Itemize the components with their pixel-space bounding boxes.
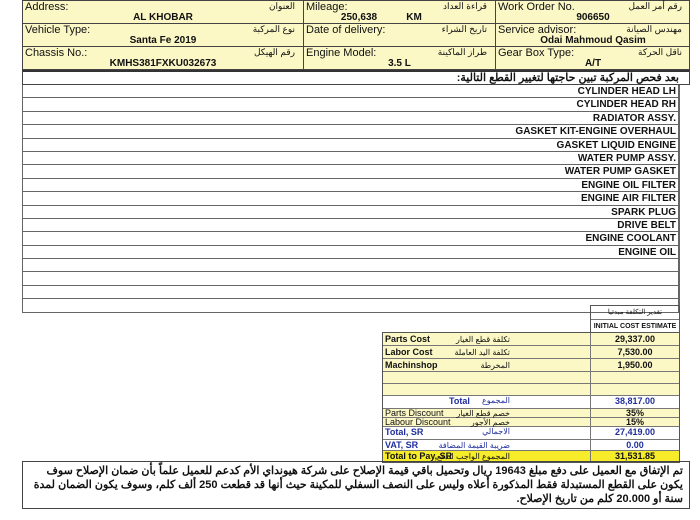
delivery-cell: Date of delivery: تاريخ الشراء (304, 24, 496, 47)
engine-cell: Engine Model: طراز الماكينة 3.5 L (304, 47, 496, 70)
empty-row (383, 372, 679, 384)
address-value: AL KHOBAR (133, 12, 193, 23)
cost-row: Machinshop المخرطة 1,950.00 (383, 359, 679, 372)
work-order-value: 906650 (576, 12, 610, 23)
parts-list (22, 85, 680, 313)
part-row: ENGINE AIR FILTER (22, 192, 680, 205)
vehicle-info-header (22, 0, 690, 70)
agreement-note: تم الإتفاق مع العميل على دفع مبلغ 19643 ريال وتحميل باقي قيمة الإصلاح على شركة هيونداي الأم كدعم للعميل علماً بأن ضمان الإصلاح سوف يكون على القطع المستبدلة فقط المذكورة أعلاه وليس على النصف السفلي للمكينة حيث أنها قد قطعت 250 ألف كلم، وسوف يكون الضمان لمدة سنة أو 20.000 كلم من تاريخ الإصلاح. (22, 461, 690, 509)
part-row: ENGINE COOLANT (22, 232, 680, 245)
chassis-cell: Chassis No.: رقم الهيكل KMHS381FXKU032673 (23, 47, 304, 70)
part-row: WATER PUMP GASKET (22, 165, 680, 178)
labour-discount-row: Labour Discount خصم الأجور 15% (383, 418, 679, 427)
parts-heading: بعد فحص المركبة تبين حاجتها لتغيير القطع التالية: (22, 70, 690, 85)
gearbox-cell: Gear Box Type: ناقل الحركة A/T (498, 47, 682, 69)
part-row: ENGINE OIL FILTER (22, 179, 680, 192)
cost-row: Labor Cost تكلفة اليد العاملة 7,530.00 (383, 346, 679, 359)
part-row: RADIATOR ASSY. (22, 112, 680, 125)
part-row: CYLINDER HEAD RH (22, 98, 680, 111)
parts-discount-row: Parts Discount خصم قطع الغيار 35% (383, 409, 679, 418)
part-row: ENGINE OIL (22, 246, 680, 259)
part-row (22, 259, 680, 272)
part-row (22, 272, 680, 285)
part-row: SPARK PLUG (22, 206, 680, 219)
total-sr-row: Total, SR الاجمالي 27,419.00 (383, 427, 679, 440)
advisor-cell: Service advisor: مهندس الصيانة Odai Mahmoud Qasim (496, 24, 690, 47)
vat-row: VAT, SR ضريبة القيمة المضافة 0.00 (383, 440, 679, 451)
part-row: DRIVE BELT (22, 219, 680, 232)
part-row: GASKET KIT-ENGINE OVERHAUL (22, 125, 680, 138)
part-row: WATER PUMP ASSY. (22, 152, 680, 165)
total-row: Total المجموع 38,817.00 (383, 396, 679, 409)
mileage-value: 250,638 (340, 12, 378, 23)
address-cell: Address: العنوان AL KHOBAR (23, 1, 304, 24)
initial-cost-estimate-header: تقدير التكلفة مبدئيا INITIAL COST ESTIMATE (590, 305, 680, 334)
vehicle-type-cell: Vehicle Type: نوع المركبة Santa Fe 2019 (23, 24, 304, 47)
work-order-cell: Work Order No. رقم أمر العمل 906650 (496, 1, 690, 24)
mileage-cell: Mileage: قراءة العداد 250,638 KM (304, 1, 496, 24)
part-row: GASKET LIQUID ENGINE (22, 139, 680, 152)
cost-table (382, 332, 680, 463)
part-row (22, 286, 680, 299)
empty-row (383, 384, 679, 396)
part-row (22, 299, 680, 312)
cost-row: Parts Cost تكلفة قطع الغيار 29,337.00 (383, 333, 679, 346)
part-row: CYLINDER HEAD LH (22, 85, 680, 98)
total-to-pay-row: Total to Pay, SR المجموع الواجب الدفع 31,531.85 (383, 451, 679, 462)
